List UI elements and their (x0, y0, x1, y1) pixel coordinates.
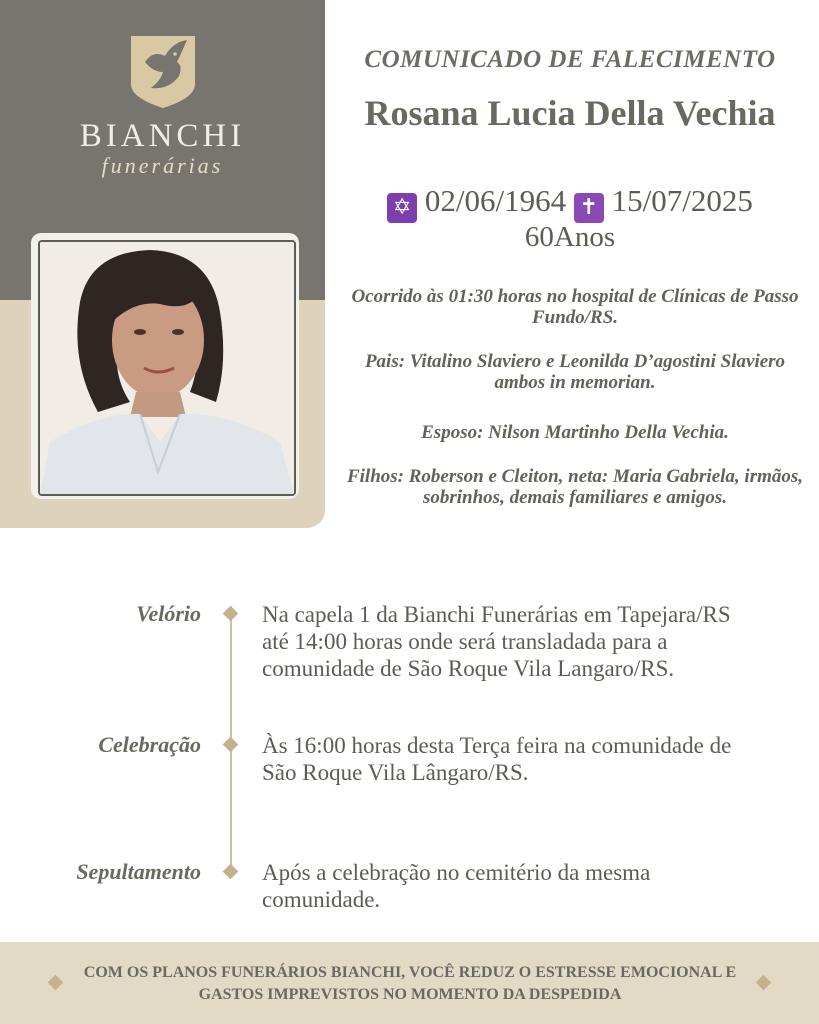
diamond-icon (223, 864, 239, 880)
birth-date: 02/06/1964 (424, 183, 567, 218)
brand-subtitle: funerárias (101, 153, 224, 178)
spouse-text: Esposo: Nilson Martinho Della Vechia. (421, 422, 729, 443)
notice-title: COMUNICADO DE FALECIMENTO (364, 46, 776, 73)
star-of-david-icon: ✡ (387, 193, 417, 223)
cross-icon: ✝ (574, 193, 604, 223)
parents-text: Pais: Vitalino Slaviero e Leonilda D’agostini Slaviero ambos in memorian. (364, 351, 786, 393)
timeline-label-sepultamento: Sepultamento (76, 859, 201, 884)
life-dates (340, 183, 800, 223)
children-text: Filhos: Roberson e Cleiton, neta: Maria Gabriela, irmãos, sobrinhos, demais familiares e amigos. (346, 466, 804, 508)
timeline-text-velorio: Na capela 1 da Bianchi Funerárias em Tapejara/RS até 14:00 horas onde será transladada para a comunidade de São Roque Vila Langaro/RS. (262, 602, 731, 681)
death-date: 15/07/2025 (611, 183, 753, 218)
deceased-name: Rosana Lucia Della Vechia (364, 93, 776, 133)
diamond-icon (223, 606, 239, 622)
footer-text: COM OS PLANOS FUNERÁRIOS BIANCHI, VOCÊ REDUZ O ESTRESSE EMOCIONAL E GASTOS IMPREVISTOS NO MOMENTO DA DESPEDIDA (83, 964, 737, 1003)
dove-logo-icon (125, 32, 201, 110)
age: 60Anos (524, 221, 616, 253)
timeline-text-sepultamento: Após a celebração no cemitério da mesma comunidade. (262, 860, 651, 912)
timeline-label-velorio: Velório (136, 601, 201, 626)
timeline-label-celebracao: Celebração (98, 732, 201, 757)
occurrence-text: Ocorrido às 01:30 horas no hospital de Clínicas de Passo Fundo/RS. (351, 286, 799, 328)
brand-name: BIANCHI (79, 118, 246, 154)
timeline-text-celebracao: Às 16:00 horas desta Terça feira na comunidade de São Roque Vila Lângaro/RS. (262, 733, 732, 785)
diamond-icon (223, 737, 239, 753)
deceased-photo (38, 240, 296, 496)
